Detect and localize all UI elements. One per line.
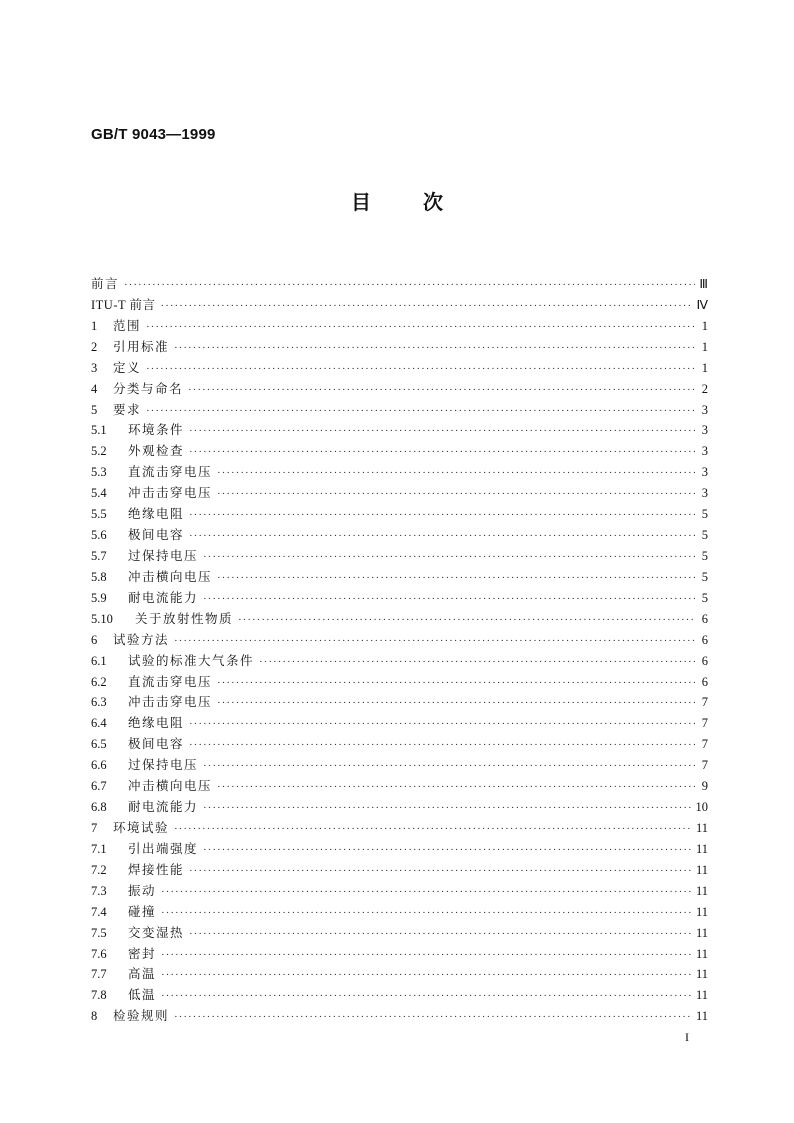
toc-entry[interactable] (91, 902, 708, 923)
toc-entry-page: 7 (701, 695, 708, 710)
toc-entry[interactable] (91, 588, 708, 609)
toc-dot-leader (174, 819, 693, 840)
toc-dot-leader (146, 401, 695, 422)
toc-dot-leader (161, 965, 693, 986)
toc-entry-title: 外观检查 (128, 443, 185, 459)
toc-dot-leader (217, 673, 695, 694)
toc-entry-number: 7.5 (91, 925, 107, 940)
toc-dot-leader (146, 359, 695, 380)
toc-dot-leader (146, 317, 695, 338)
toc-entry[interactable] (91, 881, 708, 902)
toc-entry-number: 7.2 (91, 862, 107, 877)
toc-entry-number: 5.4 (91, 486, 107, 501)
toc-entry-page: 9 (701, 779, 708, 794)
toc-entry-title: 冲击击穿电压 (128, 485, 213, 501)
toc-entry-page: 11 (695, 946, 708, 961)
toc-entry[interactable] (91, 546, 708, 567)
toc-entry[interactable] (91, 734, 708, 755)
toc-entry-title: 高温 (128, 966, 157, 982)
toc-entry[interactable] (91, 923, 708, 944)
toc-entry-number: 6 (91, 632, 98, 647)
toc-entry[interactable] (91, 839, 708, 860)
toc-entry-page: 11 (695, 883, 708, 898)
toc-entry-page: 11 (695, 988, 708, 1003)
toc-dot-leader (124, 275, 695, 296)
toc-entry[interactable] (91, 316, 708, 337)
toc-entry-page: 7 (701, 737, 708, 752)
toc-entry-number: 3 (91, 360, 98, 375)
toc-entry[interactable] (91, 504, 708, 525)
toc-entry[interactable] (91, 944, 708, 965)
toc-dot-leader (203, 756, 695, 777)
toc-entry-page: 5 (701, 528, 708, 543)
toc-entry-number: 6.5 (91, 737, 107, 752)
toc-entry-page: 6 (701, 611, 708, 626)
toc-entry[interactable] (91, 692, 708, 713)
toc-entry-title: 过保持电压 (128, 547, 199, 563)
toc-entry[interactable] (91, 379, 708, 400)
toc-dot-leader (189, 442, 695, 463)
toc-entry-title: 直流击穿电压 (128, 673, 213, 689)
toc-entry-title: 环境条件 (128, 422, 185, 438)
toc-entry[interactable] (91, 818, 708, 839)
toc-entry[interactable] (91, 797, 708, 818)
toc-entry-title: 冲击横向电压 (128, 778, 213, 794)
toc-dot-leader (217, 484, 695, 505)
toc-entry-number: 5.7 (91, 548, 107, 563)
toc-entry-page: 11 (695, 904, 708, 919)
toc-entry-page: 11 (695, 1009, 708, 1024)
toc-entry-number: 1 (91, 318, 98, 333)
page-number: I (685, 1030, 689, 1044)
toc-entry-title: 密封 (128, 945, 157, 961)
toc-entry-title: 要求 (113, 401, 142, 417)
toc-entry-number: 6.2 (91, 674, 107, 689)
toc-entry-page: 11 (695, 841, 708, 856)
toc-entry-title: 低温 (128, 987, 157, 1003)
toc-entry-page: 10 (695, 800, 708, 815)
toc-entry-title: 分类与命名 (113, 380, 184, 396)
toc-entry-page: 5 (701, 507, 708, 522)
toc-entry[interactable] (91, 420, 708, 441)
toc-entry-number: 5.6 (91, 528, 107, 543)
toc-entry-number: 6.3 (91, 695, 107, 710)
toc-entry-title: 前言 (91, 276, 120, 291)
toc-entry[interactable] (91, 462, 708, 483)
toc-entry-number: 7.3 (91, 883, 107, 898)
toc-entry[interactable] (91, 483, 708, 504)
toc-entry-page: 1 (701, 360, 708, 375)
toc-entry-title: 直流击穿电压 (128, 464, 213, 480)
toc-entry-number: 5.9 (91, 590, 107, 605)
toc-dot-leader (217, 463, 695, 484)
toc-entry-number: 7.4 (91, 904, 107, 919)
page-title: 目次 (351, 190, 495, 214)
toc-entry-page: 3 (701, 486, 708, 501)
toc-entry-number: 5.3 (91, 465, 107, 480)
toc-dot-leader (161, 882, 693, 903)
toc-entry[interactable] (91, 630, 708, 651)
toc-entry[interactable] (91, 609, 708, 630)
toc-entry-number: 6.8 (91, 800, 107, 815)
toc-dot-leader (174, 1007, 693, 1028)
toc-entry-title: 定义 (113, 359, 142, 375)
toc-entry-page: 11 (695, 862, 708, 877)
toc-entry-number: 5.10 (91, 611, 113, 626)
toc-entry-page: 3 (701, 423, 708, 438)
toc-entry[interactable] (91, 651, 708, 672)
toc-dot-leader (188, 380, 695, 401)
toc-entry-title: ITU-T 前言 (91, 297, 156, 312)
toc-entry[interactable] (91, 525, 708, 546)
toc-entry[interactable] (91, 567, 708, 588)
toc-entry-number: 4 (91, 381, 98, 396)
toc-dot-leader (203, 798, 692, 819)
toc-entry-number: 7.7 (91, 967, 107, 982)
toc-entry[interactable] (91, 400, 708, 421)
toc-entry-number: 5.2 (91, 444, 107, 459)
toc-dot-leader (217, 693, 695, 714)
toc-entry-title: 过保持电压 (128, 757, 199, 773)
toc-entry-page: 7 (701, 758, 708, 773)
toc-entry[interactable] (91, 860, 708, 881)
toc-dot-leader (189, 505, 695, 526)
toc-entry-page: 6 (701, 632, 708, 647)
toc-entry-number: 5.5 (91, 507, 107, 522)
toc-entry-number: 7.6 (91, 946, 107, 961)
toc-dot-leader (161, 945, 693, 966)
toc-dot-leader (189, 861, 693, 882)
toc-dot-leader (189, 924, 693, 945)
toc-dot-leader (203, 589, 695, 610)
toc-entry-title: 试验方法 (113, 631, 170, 647)
toc-entry-number: 5.1 (91, 423, 107, 438)
toc-entry[interactable] (91, 274, 708, 295)
toc-dot-leader (203, 840, 693, 861)
toc-entry-title: 检验规则 (113, 1008, 170, 1024)
toc-entry-page: 3 (701, 465, 708, 480)
toc-entry-title: 关于放射性物质 (135, 610, 234, 626)
toc-entry-title: 环境试验 (113, 819, 170, 835)
toc-entry[interactable] (91, 964, 708, 985)
toc-dot-leader (217, 777, 695, 798)
toc-entry-title: 焊接性能 (128, 861, 185, 877)
toc-dot-leader (238, 610, 695, 631)
toc-entry-number: 2 (91, 339, 98, 354)
toc-dot-leader (217, 568, 695, 589)
toc-entry-number: 5 (91, 402, 98, 417)
toc-entry-page: 7 (701, 716, 708, 731)
toc-entry-title: 绝缘电阻 (128, 715, 185, 731)
toc-entry-title: 引用标准 (113, 338, 170, 354)
toc-entry-title: 极间电容 (128, 527, 185, 543)
toc-entry-title: 试验的标准大气条件 (128, 652, 255, 668)
toc-dot-leader (161, 296, 694, 317)
toc-entry-title: 绝缘电阻 (128, 506, 185, 522)
toc-entry-title: 冲击横向电压 (128, 568, 213, 584)
toc-entry-page: 5 (701, 548, 708, 563)
toc-entry-page: 5 (701, 590, 708, 605)
toc-dot-leader (189, 526, 695, 547)
toc-entry-number: 5.8 (91, 569, 107, 584)
toc-entry-page: 3 (701, 444, 708, 459)
toc-entry[interactable] (91, 985, 708, 1006)
toc-entry[interactable] (91, 441, 708, 462)
toc-entry[interactable] (91, 1006, 708, 1027)
toc-entry-title: 交变湿热 (128, 924, 185, 940)
toc-dot-leader (161, 903, 693, 924)
standard-number: GB/T 9043—1999 (91, 126, 216, 143)
toc-entry-number: 7 (91, 820, 98, 835)
table-of-contents (91, 274, 708, 1027)
toc-entry-number: 8 (91, 1009, 98, 1024)
toc-dot-leader (174, 631, 695, 652)
toc-entry-title: 范围 (113, 317, 142, 333)
toc-entry-number: 7.8 (91, 988, 107, 1003)
toc-entry-page: 1 (701, 339, 708, 354)
toc-entry-page: 2 (701, 381, 708, 396)
toc-dot-leader (259, 652, 695, 673)
toc-dot-leader (189, 735, 695, 756)
toc-entry-page: 3 (701, 402, 708, 417)
toc-dot-leader (203, 547, 695, 568)
toc-entry-number: 7.1 (91, 841, 107, 856)
toc-dot-leader (161, 986, 693, 1007)
toc-entry-title: 耐电流能力 (128, 799, 199, 815)
toc-dot-leader (189, 714, 695, 735)
toc-entry[interactable] (91, 755, 708, 776)
toc-entry-page: Ⅲ (699, 277, 708, 291)
toc-entry-number: 6.7 (91, 779, 107, 794)
toc-entry[interactable] (91, 295, 708, 316)
toc-entry-page: 6 (701, 674, 708, 689)
toc-entry-number: 6.6 (91, 758, 107, 773)
toc-entry[interactable] (91, 776, 708, 797)
toc-entry[interactable] (91, 358, 708, 379)
toc-entry-title: 耐电流能力 (128, 589, 199, 605)
toc-entry-page: 1 (701, 318, 708, 333)
toc-entry-page: 6 (701, 653, 708, 668)
toc-dot-leader (174, 338, 695, 359)
toc-entry-page: 11 (695, 967, 708, 982)
toc-entry-number: 6.1 (91, 653, 107, 668)
toc-entry[interactable] (91, 672, 708, 693)
toc-entry-title: 碰撞 (128, 903, 157, 919)
toc-entry[interactable] (91, 713, 708, 734)
toc-entry-page: 11 (695, 925, 708, 940)
toc-entry-page: 5 (701, 569, 708, 584)
toc-entry[interactable] (91, 337, 708, 358)
toc-entry-page: Ⅳ (696, 297, 708, 312)
toc-entry-number: 6.4 (91, 716, 107, 731)
toc-entry-title: 冲击击穿电压 (128, 694, 213, 710)
toc-entry-title: 引出端强度 (128, 840, 199, 856)
toc-entry-title: 振动 (128, 882, 157, 898)
toc-entry-title: 极间电容 (128, 736, 185, 752)
toc-dot-leader (189, 421, 695, 442)
toc-entry-page: 11 (695, 820, 708, 835)
